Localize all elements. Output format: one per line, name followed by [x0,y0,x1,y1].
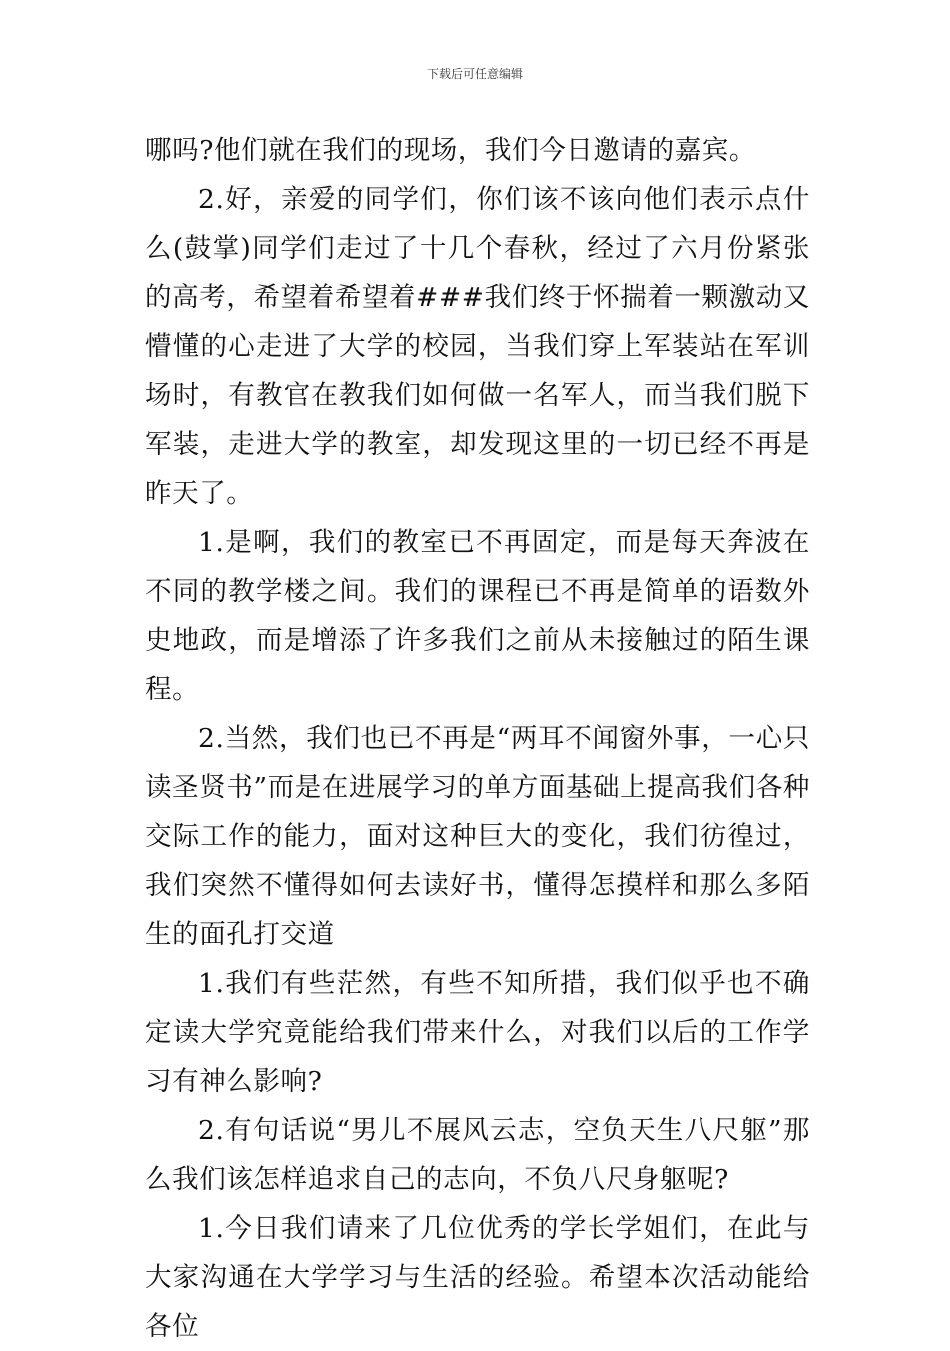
paragraph-6: 2.有句话说“男儿不展风云志，空负天生八尺躯”那么我们该怎样追求自己的志向，不负八尺身躯呢? [145,1115,810,1195]
paragraph-4: 2.当然，我们也已不再是“两耳不闻窗外事，一心只读圣贤书”而是在进展学习的单方面基础上提高我们各种交际工作的能力，面对这种巨大的变化，我们彷徨过，我们突然不懂得如何去读好书，懂得怎摸样和那么多陌生的面孔打交道 [145,723,810,950]
paragraph-5: 1.我们有些茫然，有些不知所措，我们似乎也不确定读大学究竟能给我们带来什么，对我们以后的工作学习有神么影响? [145,968,810,1097]
paragraph-1: 哪吗?他们就在我们的现场，我们今日邀请的嘉宾。 [145,135,757,166]
paragraph-7: 1.今日我们请来了几位优秀的学长学姐们，在此与大家沟通在大学学习与生活的经验。希望本次活动能给各位 [145,1213,810,1342]
paragraph-3: 1.是啊，我们的教室已不再固定，而是每天奔波在不同的教学楼之间。我们的课程已不再是简单的语数外史地政，而是增添了许多我们之前从未接触过的陌生课程。 [145,527,810,705]
page-header: 下载后可任意编辑 [426,67,523,81]
paragraph-2: 2.好，亲爱的同学们，你们该不该向他们表示点什么(鼓掌)同学们走过了十几个春秋，经过了六月份紧张的高考，希望着希望着###我们终于怀揣着一颗激动又懵懂的心走进了大学的校园，当我们穿上军装站在军训场时，有教官在教我们如何做一名军人，而当我们脱下军装，走进大学的教室，却发现这里的一切已经不再是昨天了。 [145,184,810,509]
document-body [145,126,810,1351]
